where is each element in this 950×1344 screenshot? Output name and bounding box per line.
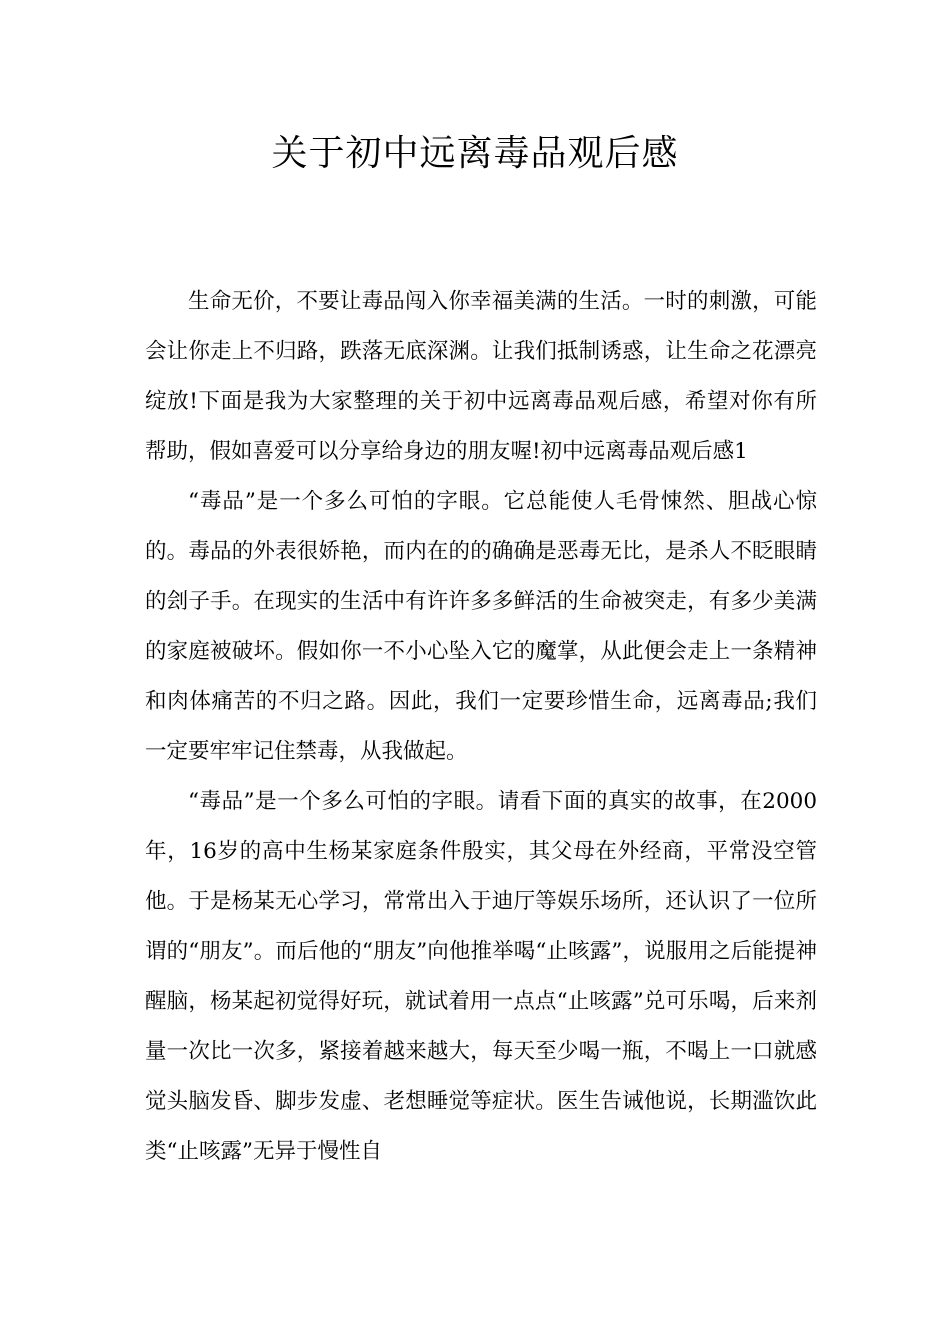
paragraph-1: 生命无价，不要让毒品闯入你幸福美满的生活。一时的刺激，可能会让你走上不归路，跌落无底深渊。让我们抵制诱惑，让生命之花漂亮绽放!下面是我为大家整理的关于初中远离毒品观后感，希望对你有所帮助，假如喜爱可以分享给身边的朋友喔!初中远离毒品观后感1 [145,289,817,464]
document-title: 关于初中远离毒品观后感 [271,133,679,174]
paragraph-2: “毒品”是一个多么可怕的字眼。它总能使人毛骨悚然、胆战心惊的。毒品的外表很娇艳，而内在的的确确是恶毒无比，是杀人不眨眼睛的刽子手。在现实的生活中有许许多多鲜活的生命被突走，有多少美满的家庭被破坏。假如你一不小心坠入它的魔掌，从此便会走上一条精神和肉体痛苦的不归之路。因此，我们一定要珍惜生命，远离毒品;我们一定要牢牢记住禁毒，从我做起。 [145,489,817,764]
paragraph-3: “毒品”是一个多么可怕的字眼。请看下面的真实的故事，在2000年，16岁的高中生杨某家庭条件殷实，其父母在外经商，平常没空管他。于是杨某无心学习，常常出入于迪厅等娱乐场所，还认识了一位所谓的“朋友”。而后他的“朋友”向他推举喝“止咳露”，说服用之后能提神醒脑，杨某起初觉得好玩，就试着用一点点“止咳露”兑可乐喝，后来剂量一次比一次多，紧接着越来越大，每天至少喝一瓶，不喝上一口就感觉头脑发昏、脚步发虚、老想睡觉等症状。医生告诫他说，长期滥饮此类“止咳露”无异于慢性自 [145,789,817,1164]
document-body [145,277,817,1177]
